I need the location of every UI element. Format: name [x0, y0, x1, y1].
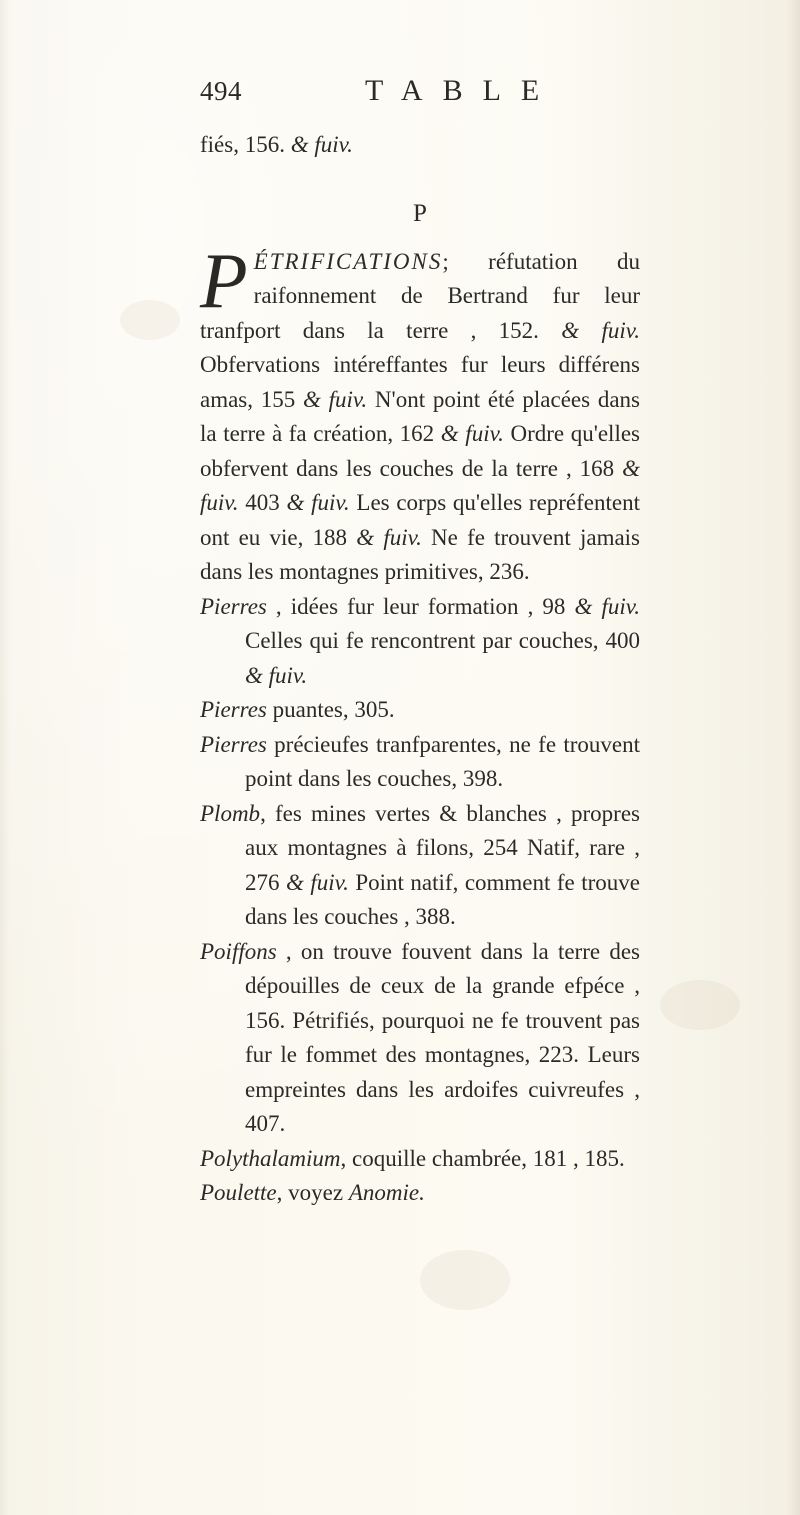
paper-stain [660, 980, 740, 1030]
paper-stain [420, 1250, 510, 1310]
entry-term: Poulette [200, 1180, 277, 1205]
index-entry: Pierres puantes, 305. [200, 697, 395, 722]
entry-term: Pierres [200, 731, 267, 757]
index-entry: Poulette, voyez Anomie. [200, 1180, 425, 1205]
continuation-line: fiés, 156. & fuiv. [200, 132, 353, 157]
drop-cap: P [200, 236, 248, 324]
index-entry: Polythalamium, coquille chambrée, 181 , 185. [200, 1145, 625, 1171]
index-entry: Plomb, fes mines vertes & blanches , propres aux montagnes à filons, 254 Natif, rare , 276 & fuiv. Point natif, comment fe trouve dans les couches , 388. [200, 800, 640, 929]
entry-term: Poiffons [200, 938, 277, 964]
page-edge-right [786, 0, 800, 1515]
entry-term: Plomb [200, 800, 261, 826]
page-number: 494 [200, 76, 242, 106]
index-entry: Pierres précieufes tranfparentes, ne fe trouvent point dans les couches, 398. [200, 731, 640, 791]
running-title: TABLE [365, 74, 560, 107]
entry-term: Pierres [200, 697, 267, 722]
index-entry: P ÉTRIFICATIONS; réfutation du raifonnement de Bertrand fur leur tranfport dans la terre , 152. & fuiv. Obfervations intéreffantes fur leurs différens amas, 155 & fuiv. N'ont point été placées dans la terre à fa création, 162 & fuiv. Ordre qu'elles obfervent dans les couches de la terre , 168 & fuiv. 403 & fuiv. Les corps qu'elles repréfentent ont eu vie, 188 & fuiv. Ne fe trouvent jamais dans les montagnes primitives, 236. [200, 236, 641, 584]
section-letter: P [413, 199, 427, 227]
entry-term: ÉTRIFICATIONS [253, 248, 443, 274]
index-entry: Poiffons , on trouve fouvent dans la terre des dépouilles de ceux de la grande efpéce , 156. Pétrifiés, pourquoi ne fe trouvent pas fur le fommet des montagnes, 223. Leurs empreintes dans les ardoifes cuivreufes , 407. [200, 938, 640, 1136]
paper-stain [120, 300, 180, 340]
running-head [200, 74, 640, 114]
index-text [200, 128, 640, 1211]
index-entry: Pierres , idées fur leur formation , 98 & fuiv. Celles qui fe rencontrent par couches, 400 & fuiv. [200, 593, 641, 688]
entry-term: Pierres [200, 593, 267, 619]
page-edge-left [0, 0, 10, 1515]
entry-term: Polythalamium [200, 1145, 341, 1171]
